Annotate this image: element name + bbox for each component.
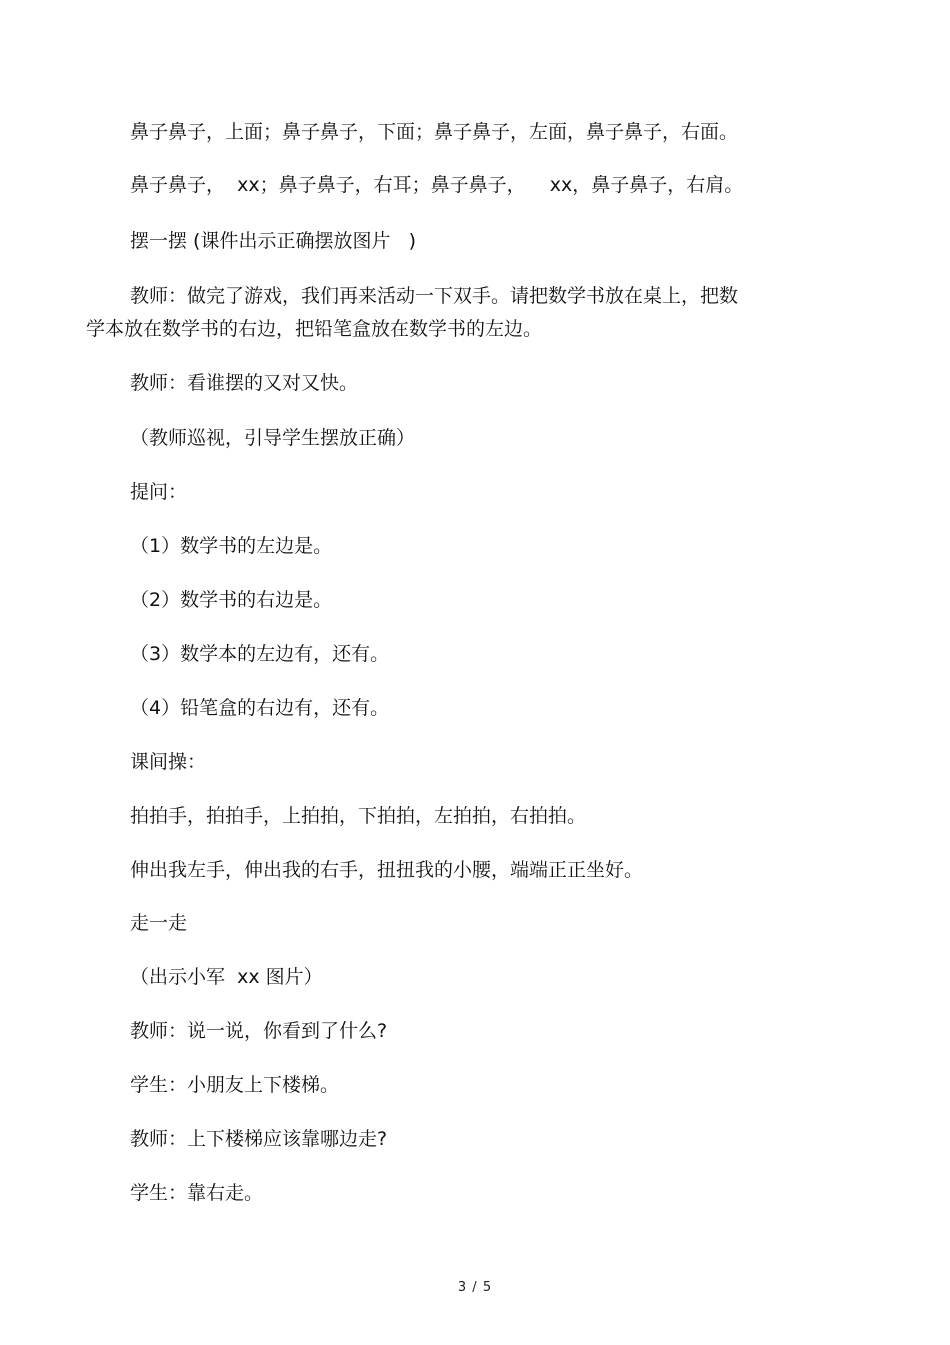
paragraph-teacher-ask: 教师：说一说，你看到了什么? [130,1020,388,1042]
paragraph-teacher-instruction: 教师：做完了游戏，我们再来活动一下双手。请把数学书放在桌上，把数 [130,285,739,307]
paragraph-student-answer-2: 学生：靠右走。 [130,1182,264,1204]
paragraph-nose-game-2: 鼻子鼻子， xx；鼻子鼻子，右耳；鼻子鼻子， xx，鼻子鼻子，右肩。 [130,174,744,196]
paragraph-teacher-patrol: （教师巡视，引导学生摆放正确） [130,427,416,449]
paragraph-nose-game-1: 鼻子鼻子，上面；鼻子鼻子，下面；鼻子鼻子，左面，鼻子鼻子，右面。 [130,121,739,143]
page-number: 3 / 5 [457,1280,493,1295]
question-item-1: （1）数学书的左边是。 [130,535,333,557]
section-heading-walk: 走一走 [130,912,188,934]
paragraph-questions-label: 提问： [130,481,188,503]
question-item-4: （4）铅笔盒的右边有，还有。 [130,697,390,719]
paragraph-clap-hands: 拍拍手，拍拍手，上拍拍，下拍拍，左拍拍，右拍拍。 [130,805,587,827]
question-item-3: （3）数学本的左边有，还有。 [130,643,390,665]
paragraph-stretch: 伸出我左手，伸出我的右手，扭扭我的小腰，端端正正坐好。 [130,859,644,881]
paragraph-teacher-instruction-cont: 学本放在数学书的右边，把铅笔盒放在数学书的左边。 [86,318,543,340]
paragraph-show-picture: （出示小军 xx 图片） [130,966,323,988]
paragraph-student-answer-1: 学生：小朋友上下楼梯。 [130,1074,340,1096]
section-heading-exercise: 课间操： [130,751,207,773]
paragraph-teacher-stairs: 教师：上下楼梯应该靠哪边走? [130,1128,388,1150]
paragraph-teacher-speed: 教师：看谁摆的又对又快。 [130,372,359,394]
section-heading-arrange: 摆一摆 (课件出示正确摆放图片 ) [130,230,416,252]
question-item-2: （2）数学书的右边是。 [130,589,333,611]
